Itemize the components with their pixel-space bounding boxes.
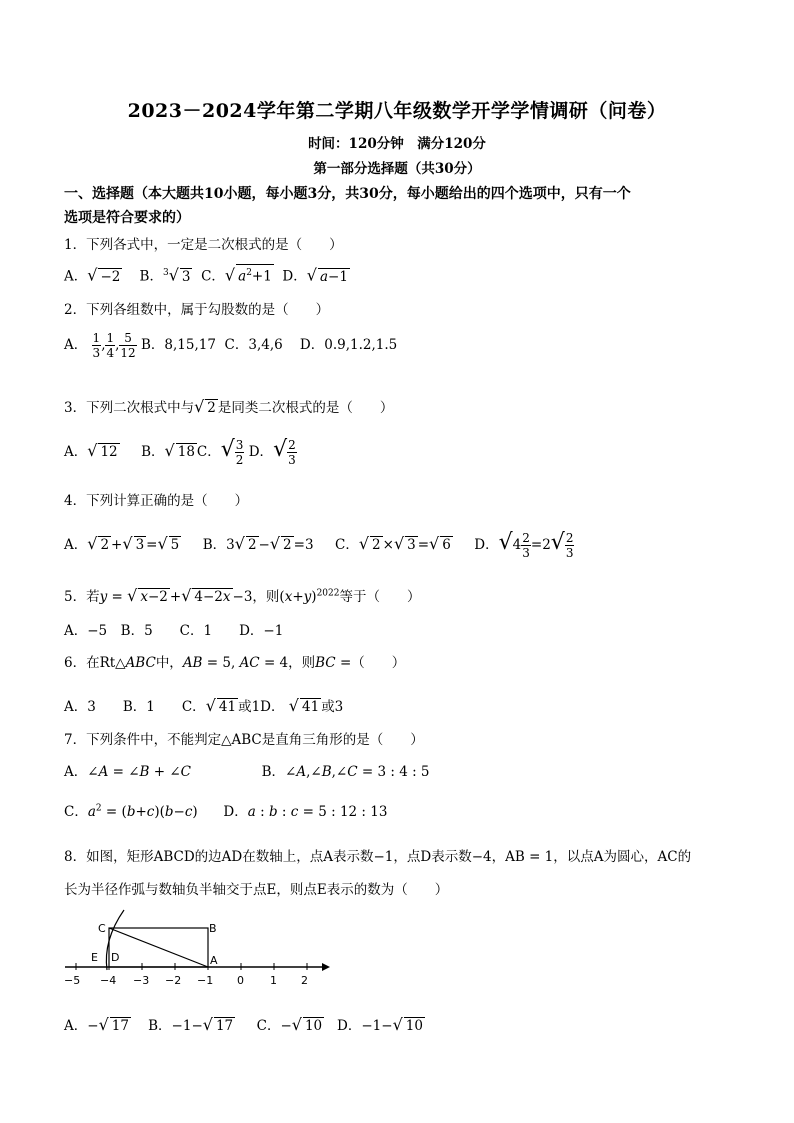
number-line-figure <box>60 904 330 994</box>
label-c: C <box>98 922 106 935</box>
label-b: B <box>209 922 217 935</box>
label-a: A <box>210 954 218 967</box>
tick-label: 0 <box>237 974 244 987</box>
tick-label: −1 <box>197 974 214 987</box>
section-heading-line1: 一、选择题（本大题共10小题，每小题3分，共30分，每小题给出的四个选项中，只有一个 <box>64 186 631 202</box>
q1-stem: 1．下列各式中，一定是二次根式的是（ ） <box>64 237 343 253</box>
q8-line1: 8．如图，矩形ABCD的边AD在数轴上，点A表示数−1，点D表示数−4，AB = 1，以点A为圆心，AC的 <box>64 849 692 865</box>
q6-stem: 6．在Rt△ABC中，AB = 5, AC = 4，则BC =（ ） <box>64 655 406 671</box>
q8-options: A．−√ 17 B．−1−√ 17 C．−√ 10 D．−1−√ 10 <box>64 1015 423 1034</box>
axis-arrow-icon <box>322 963 330 971</box>
q3-options: A．√ 12 B．√ 18 C．√ $\frac{3}{2}$ D．√ $\frac{2}{3}$ <box>64 437 296 467</box>
tick-label: −5 <box>64 974 81 987</box>
q3-stem: 3．下列二次根式中与√ 2 是同类二次根式的是（ ） <box>64 397 394 416</box>
q2-stem: 2．下列各组数中，属于勾股数的是（ ） <box>64 302 330 318</box>
tick-label: −4 <box>100 974 117 987</box>
q2-options: A． $\frac{1}{3}$ , $\frac{1}{4}$ , $\frac{5}{12}$ B．8,15,17 C．3,4,6 D．0.9,1.2,1.5 <box>64 331 398 360</box>
tick-label: −2 <box>165 974 182 987</box>
q8-line2: 长为半径作弧与数轴负半轴交于点E，则点E表示的数为（ ） <box>64 882 449 898</box>
label-e: E <box>91 951 98 964</box>
label-d: D <box>111 951 120 964</box>
q5-stem: 5．若y = √ x−2 +√ 4−2x −3，则$(x+y)^{2022}$等于（ ） <box>64 586 421 605</box>
q5-options: A．−5 B．5 C．1 D．−1 <box>64 623 284 639</box>
q7-options-ab: A．∠A = ∠B + ∠C B．∠A,∠B,∠C = 3 : 4 : 5 <box>64 764 430 780</box>
diagonal-ac <box>109 928 208 967</box>
q7-options-cd: C．$a^2 = (b+c)(b-c)$ D．a : b : c = 5 : 12 : 13 <box>64 803 388 820</box>
q1-options: A．√ −2 B．$^3$√ 3 C．√ $a^2+1$ D．√ a−1 <box>64 265 348 285</box>
q7-stem: 7．下列条件中，不能判定△ABC是直角三角形的是（ ） <box>64 732 424 748</box>
q4-options: A．√ 2 +√ 3 =√ 5 B．3√ 2 −√ 2 =3 C．√ 2 ×√ 3 =√ 6 D．√4 $\frac{2}{3}$ =2√ $\frac{2}{3}$ <box>64 530 574 560</box>
tick-label: 1 <box>270 974 277 987</box>
section-heading-line2: 选项是符合要求的） <box>64 210 190 226</box>
tick-label: 2 <box>301 974 308 987</box>
q4-stem: 4．下列计算正确的是（ ） <box>64 493 249 509</box>
part-title: 第一部分选择题（共30分） <box>313 161 481 177</box>
time-info: 时间：120分钟 满分120分 <box>308 136 486 152</box>
q6-options: A．3 B．1 C．√ 41 或1D． √ 41 或3 <box>64 696 344 715</box>
tick-label: −3 <box>133 974 150 987</box>
page-title: 2023－2024学年第二学期八年级数学开学学情调研（问卷） <box>127 100 667 122</box>
